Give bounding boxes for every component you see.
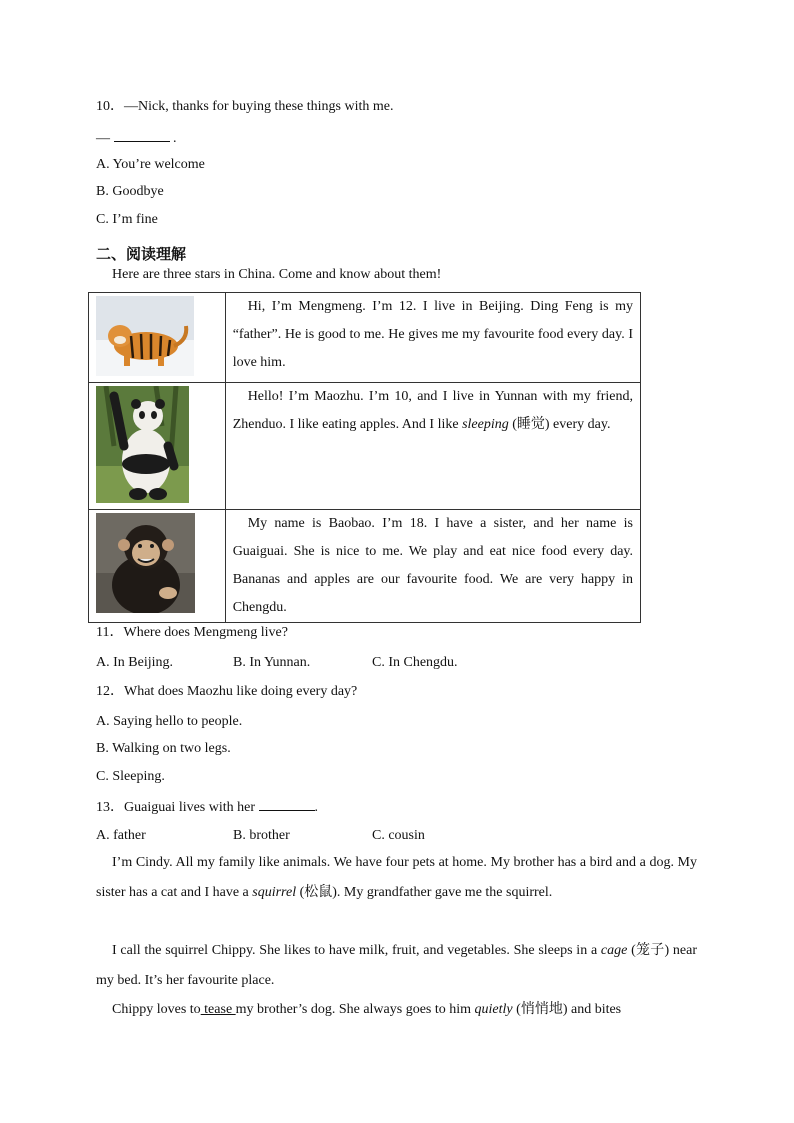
q11-option-c: C. In Chengdu. [372,655,458,670]
passage-p1-b: (松鼠). My grandfather gave me the squirrel. [296,884,553,900]
passage-p2-italic: cage [600,943,628,958]
star-2-text-italic: sleeping [462,417,509,432]
passage-p3-c: (悄悄地) and bites [512,1002,622,1017]
q10-option-b: B. Goodbye [96,184,164,199]
passage-p1-a: I’m Cindy. All my family like animals. We have four pets at home. My brother has a bird and a dog. My sister has a cat and I have a [96,855,697,900]
table-row [89,510,641,623]
passage-p3-b: my brother’s dog. She always goes to him [235,1002,475,1017]
question-12: 12．What does Maozhu like doing every day? [96,684,358,699]
star-3-text: My name is Baobao. I’m 18. I have a sister, and her name is Guaiguai. She is nice to me. We play and eat nice food every day. Bananas and apples are our favourite food. We are very happy in Chengdu. [225,510,640,623]
passage-p3-italic: quietly [474,1002,513,1017]
answer-blank [114,128,170,142]
q13-option-a: A. father [96,828,146,843]
q10-option-c: C. I’m fine [96,212,158,227]
q13-options [96,827,425,845]
q13-option-c: C. cousin [372,828,425,843]
passage-p3-a: Chippy loves to [112,1002,201,1017]
table-row [89,293,641,383]
answer-period: . [169,131,177,146]
question-11: 11．Where does Mengmeng live? [96,625,288,640]
passage-p1-italic: squirrel [252,884,297,900]
question-13-text: 13．Guaiguai lives with her [96,800,259,815]
star-1-text: Hi, I’m Mengmeng. I’m 12. I live in Beijing. Ding Feng is my “father”. He is good to me. He gives me my favourite food every day. I love him. [225,293,640,383]
panda-photo [96,386,189,503]
q11-option-a: A. In Beijing. [96,655,173,670]
star-2-text-b: (睡觉) every day. [508,417,611,432]
photo-cell [89,510,226,623]
q11-option-b: B. In Yunnan. [233,655,311,670]
chimpanzee-photo [96,513,195,613]
answer-dash: — [96,131,114,146]
q12-option-b: B. Walking on two legs. [96,741,231,756]
question-13-period: . [314,800,319,815]
section-heading: 二、阅读理解 [96,245,187,263]
star-2-text [225,383,640,510]
question-13 [96,797,318,817]
answer-blank [259,797,315,811]
photo-cell [89,293,226,383]
passage-paragraph-2 [96,936,697,995]
q11-options [96,654,458,672]
table-row [89,383,641,510]
q13-option-b: B. brother [233,828,290,843]
q12-option-a: A. Saying hello to people. [96,714,243,729]
passage-p2-b: (笼子) near my bed. It’s her favourite place. [96,943,697,988]
stars-table [88,292,641,623]
q12-option-c: C. Sleeping. [96,769,165,784]
passage-paragraph-3 [96,995,697,1025]
photo-cell [89,383,226,510]
passage-p2-a: I call the squirrel Chippy. She likes to have milk, fruit, and vegetables. She sleeps in a [112,943,601,958]
star-2-text-a: Hello! I’m Maozhu. I’m 10, and I live in Yunnan with my friend, Zhenduo. I like eating apples. And I like [232,389,633,432]
question-10-answer-line [96,128,177,148]
section-intro: Here are three stars in China. Come and know about them! [112,267,442,282]
tiger-photo [96,296,194,376]
passage-paragraph-1 [96,848,697,907]
q10-option-a: A. You’re welcome [96,157,205,172]
passage-p3-underlined: tease [200,1002,236,1017]
question-10: 10．—Nick, thanks for buying these things with me. [96,99,394,114]
